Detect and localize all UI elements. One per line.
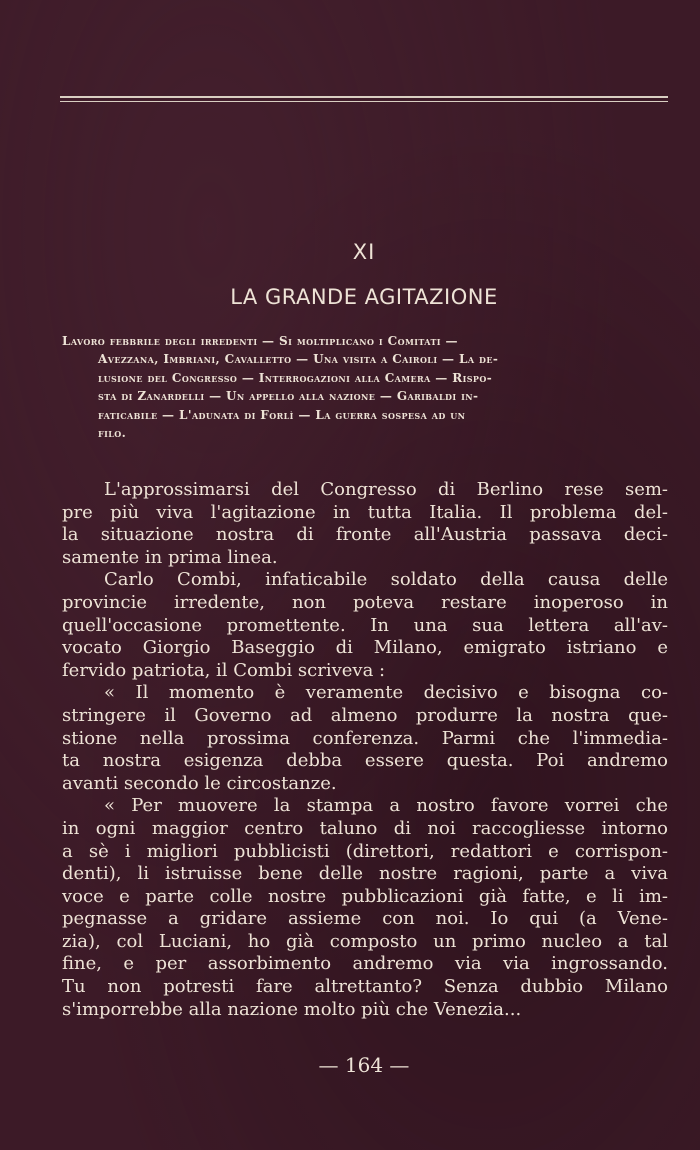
text-line: ta nostra esigenza debba essere questa. Poi andremo <box>62 750 668 772</box>
body-text <box>62 479 668 1021</box>
summary-line: faticabile — L'adunata di Forlì — La guerra sospesa ad un <box>98 407 466 422</box>
text-line: a sè i migliori pubblicisti (direttori, redattori e corrispon- <box>62 840 668 862</box>
text-line: in ogni maggior centro taluno di noi raccogliesse intorno <box>62 817 668 839</box>
top-rule-thin <box>60 101 668 102</box>
text-line: denti), li istruisse bene delle nostre ragioni, parte a viva <box>62 863 668 885</box>
page-number: — 164 — <box>318 1053 410 1077</box>
text-line: L'approssimarsi del Congresso di Berlino rese sem- <box>104 479 668 500</box>
text-line: vocato Giorgio Baseggio di Milano, emigrato istriano e <box>62 637 668 659</box>
text-line: « Per muovere la stampa a nostro favore vorrei che <box>104 795 668 817</box>
paragraph <box>62 479 668 569</box>
text-line: stione nella prossima conferenza. Parmi che l'immedia- <box>62 727 668 749</box>
text-line: voce e parte colle nostre pubblicazioni già fatte, e li im- <box>62 885 668 907</box>
text-line: « Il momento è veramente decisivo e bisogna co- <box>104 682 668 704</box>
paragraph <box>62 682 668 795</box>
text-line: fine, e per assorbimento andremo via via ingrossando. <box>62 953 668 975</box>
chapter-summary <box>62 332 668 442</box>
paragraph <box>62 795 668 1021</box>
text-line: zia), col Luciani, ho già composto un primo nucleo a tal <box>62 930 668 952</box>
summary-line: filo. <box>98 426 127 441</box>
text-line: pegnasse a gridare assieme con noi. Io qui (a Vene- <box>62 908 668 930</box>
text-line: stringere il Governo ad almeno produrre la nostra que- <box>62 704 668 726</box>
paragraph <box>62 569 668 682</box>
text-line: fervido patriota, il Combi scriveva : <box>62 659 386 681</box>
summary-line: sta di Zanardelli — Un appello alla nazione — Garibaldi in- <box>98 389 479 404</box>
chapter-number: XI <box>352 240 376 264</box>
chapter-title: LA GRANDE AGITAZIONE <box>230 285 498 309</box>
text-line: la situazione nostra di fronte all'Austria passava deci- <box>62 524 668 546</box>
text-line: Tu non potresti fare altrettanto? Senza dubbio Milano <box>62 976 668 998</box>
text-line: quell'occasione promettente. In una sua lettera all'av- <box>62 614 668 636</box>
summary-line: lusione del Congresso — Interrogazioni alla Camera — Rispo- <box>98 370 493 385</box>
text-line: provincie irredente, non poteva restare inoperoso in <box>62 591 668 613</box>
text-line: samente in prima linea. <box>62 546 278 568</box>
top-rule <box>60 96 668 98</box>
text-line: avanti secondo le circostanze. <box>62 772 337 794</box>
text-line: s'imporrebbe alla nazione molto più che Venezia... <box>62 998 522 1020</box>
summary-line: Avezzana, Imbriani, Cavalletto — Una visita a Cairoli — La de- <box>98 352 499 367</box>
text-line: pre più viva l'agitazione in tutta Italia. Il problema del- <box>62 501 668 523</box>
summary-line: Lavoro febbrile degli irredenti — Si moltiplicano i Comitati — <box>62 334 458 348</box>
text-line: Carlo Combi, infaticabile soldato della causa delle <box>104 569 668 591</box>
